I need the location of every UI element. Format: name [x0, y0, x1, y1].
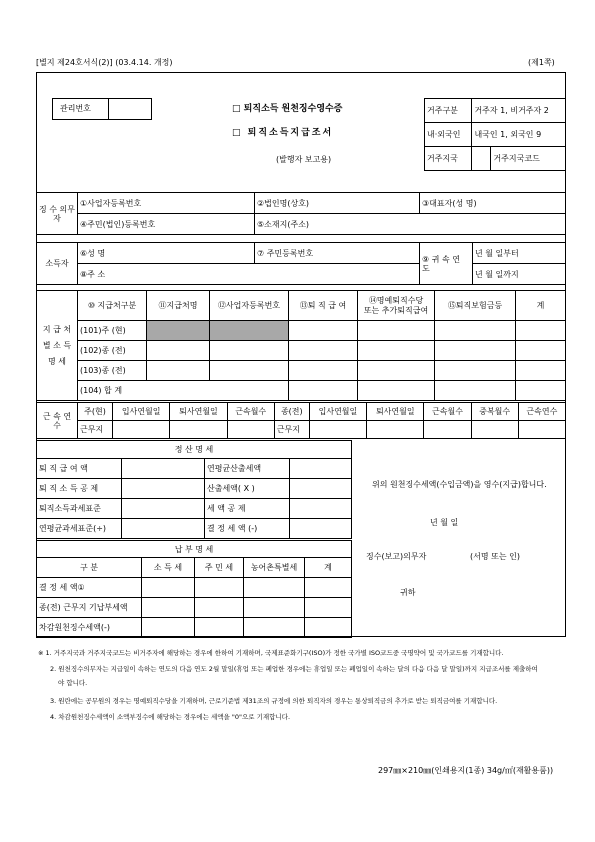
tax-row-prepaid: 종(전) 근무지 기납부세액 — [37, 598, 142, 618]
payer-label: 징 수 의무자 — [37, 193, 78, 235]
tenure-current: 주(현) — [78, 403, 113, 421]
tenure-start: 입사연월일 — [113, 403, 170, 421]
receipt-payer: 징수(보고)의무자 — [366, 552, 427, 561]
tenure-prev-end: 퇴사연월일 — [367, 403, 424, 421]
tax-row-withholding: 차감원천징수세액(-) — [37, 618, 142, 638]
reg-no-field: ④주민(법인)등록번호 — [78, 214, 255, 235]
payment-table — [36, 290, 566, 401]
paper-spec: 297㎜×210㎜(인쇄용지(1종) 34g/㎡(재활용품)) — [378, 766, 554, 775]
calc-l4: 연평균과세표준(÷) — [37, 519, 122, 539]
pay-col-insurance: ⑮퇴직보험금등 — [435, 291, 516, 321]
representative-field: ③대표자(성 명) — [420, 193, 566, 214]
calc-r2: 산출세액( X ) — [205, 479, 290, 499]
attribution-year-label: ⑨ 귀 속 연 도 — [420, 243, 473, 285]
nationality-value: 내국인 1, 외국인 9 — [472, 123, 566, 147]
tax-table — [36, 540, 352, 638]
tenure-dup: 중복월수 — [471, 403, 518, 421]
tenure-prev-months: 근속월수 — [424, 403, 471, 421]
pay-col-name: ⑪지급처명 — [147, 291, 210, 321]
calc-l3: 퇴직소득과세표준 — [37, 499, 122, 519]
pay-col-type: ⑩ 지급처구분 — [78, 291, 147, 321]
earner-label: 소득자 — [37, 243, 78, 285]
receipt-to: 귀하 — [400, 588, 416, 597]
tenure-end: 퇴사연월일 — [170, 403, 227, 421]
tax-col-rural: 농어촌특별세 — [244, 558, 305, 578]
country-label: 거주지국 — [425, 147, 472, 171]
tenure-side-label: 근 속 연 수 — [37, 403, 78, 439]
note-3: 3. 원란에는 공무원의 경우는 명예퇴직수당을 기재하며, 근로기준법 제31조의 규정에 의한 퇴직자의 경우는 통상퇴직금의 추가로 받는 퇴직금여를 기재합니다. — [50, 697, 498, 705]
subtitle: (발행자 보고용) — [276, 155, 332, 164]
tenure-prev-start: 입사연월일 — [309, 403, 366, 421]
title-line2: □ 퇴직소득지급조서 — [232, 128, 334, 138]
resident-table — [424, 98, 566, 171]
tenure-years: 근속연수 — [518, 403, 565, 421]
period-to: 년 월 일까지 — [473, 264, 566, 285]
settlement-title: 정 산 명 세 — [37, 441, 352, 459]
period-from: 년 월 일부터 — [473, 243, 566, 264]
tenure-table — [36, 402, 566, 439]
form-reference: [별지 제24호서식(2)] (03.4.14. 개정) — [36, 58, 173, 67]
tax-col-resident: 주 민 세 — [195, 558, 244, 578]
address-field: ⑤소재지(주소) — [255, 214, 566, 235]
tax-col-total: 계 — [305, 558, 352, 578]
tenure-workplace: 근무지 — [78, 421, 113, 439]
pay-row-current: (101)주 (현) — [78, 321, 147, 341]
tax-col-type: 구 분 — [37, 558, 142, 578]
payment-side-label: 지 급 처 별 소 득 명 세 — [37, 291, 78, 401]
calc-l1: 퇴 직 급 여 액 — [37, 459, 122, 479]
mgmt-number-label: 관리번호 — [60, 104, 91, 113]
page-number: (제1쪽) — [528, 58, 555, 67]
tenure-prev-workplace: 근무지 — [274, 421, 309, 439]
resident-type-label: 거주구분 — [425, 99, 472, 123]
earner-id-field: ⑦ 주민등록번호 — [255, 243, 420, 264]
pay-col-honor: ⑭명예퇴직수당 또는 추가퇴직급여 — [358, 291, 435, 321]
earner-name-field: ⑥성 명 — [78, 243, 255, 264]
tax-col-income: 소 득 세 — [142, 558, 195, 578]
calc-r1: 연평균산출세액 — [205, 459, 290, 479]
receipt-date: 년 월 일 — [430, 518, 459, 527]
pay-row-prev1: (102)종 (전) — [78, 341, 147, 361]
tenure-months: 근속월수 — [227, 403, 274, 421]
calc-r3: 세 액 공 제 — [205, 499, 290, 519]
tax-row-determined: 결 정 세 액① — [37, 578, 142, 598]
pay-col-total: 계 — [516, 291, 566, 321]
note-2b: 야 합니다. — [58, 679, 88, 687]
note-1: ※ 1. 거주지국과 거주지국코드는 비거주자에 해당하는 경우에 한하여 기재하며, 국제표준화기구(ISO)가 정한 국가별 ISO코드중 국명약어 및 국가코드를 기재합니다. — [38, 649, 504, 657]
country-code-label: 거주지국코드 — [491, 147, 566, 171]
earner-address-field: ⑧주 소 — [78, 264, 420, 285]
receipt-text: 위의 원천징수세액(수입금액)을 영수(지급)합니다. — [372, 480, 547, 489]
tax-title: 납 부 명 세 — [37, 541, 352, 558]
pay-row-prev2: (103)종 (전) — [78, 361, 147, 381]
settlement-table — [36, 440, 352, 539]
note-2: 2. 원천징수의무자는 지급일이 속하는 연도의 다음 연도 2월 말일(휴업 또는 폐업한 경우에는 휴업일 또는 폐업일이 속하는 달의 다음 다음 달 말일)까지 지급조서를 제출하여 — [50, 665, 538, 673]
receipt-sign: (서명 또는 인) — [470, 552, 520, 561]
calc-l2: 퇴 직 소 득 공 제 — [37, 479, 122, 499]
resident-type-value: 거주자 1, 비거주자 2 — [472, 99, 566, 123]
note-4: 4. 차감원천징수세액이 소액부징수에 해당하는 경우에는 세액을 "0"으로 기재합니다. — [50, 713, 291, 721]
pay-col-retire: ⑬퇴 직 급 여 — [289, 291, 358, 321]
title-line1: □ 퇴직소득 원천징수영수증 — [232, 104, 343, 114]
earner-table — [36, 242, 566, 285]
pay-col-bizno: ⑫사업자등록번호 — [210, 291, 289, 321]
tenure-prev: 종(전) — [274, 403, 309, 421]
corp-name-field: ②법인명(상호) — [255, 193, 420, 214]
pay-row-total: (104) 합 계 — [78, 381, 289, 401]
nationality-label: 내·외국인 — [425, 123, 472, 147]
biz-no-field: ①사업자등록번호 — [78, 193, 255, 214]
calc-r4: 결 정 세 액 (-) — [205, 519, 290, 539]
payer-table — [36, 192, 566, 235]
